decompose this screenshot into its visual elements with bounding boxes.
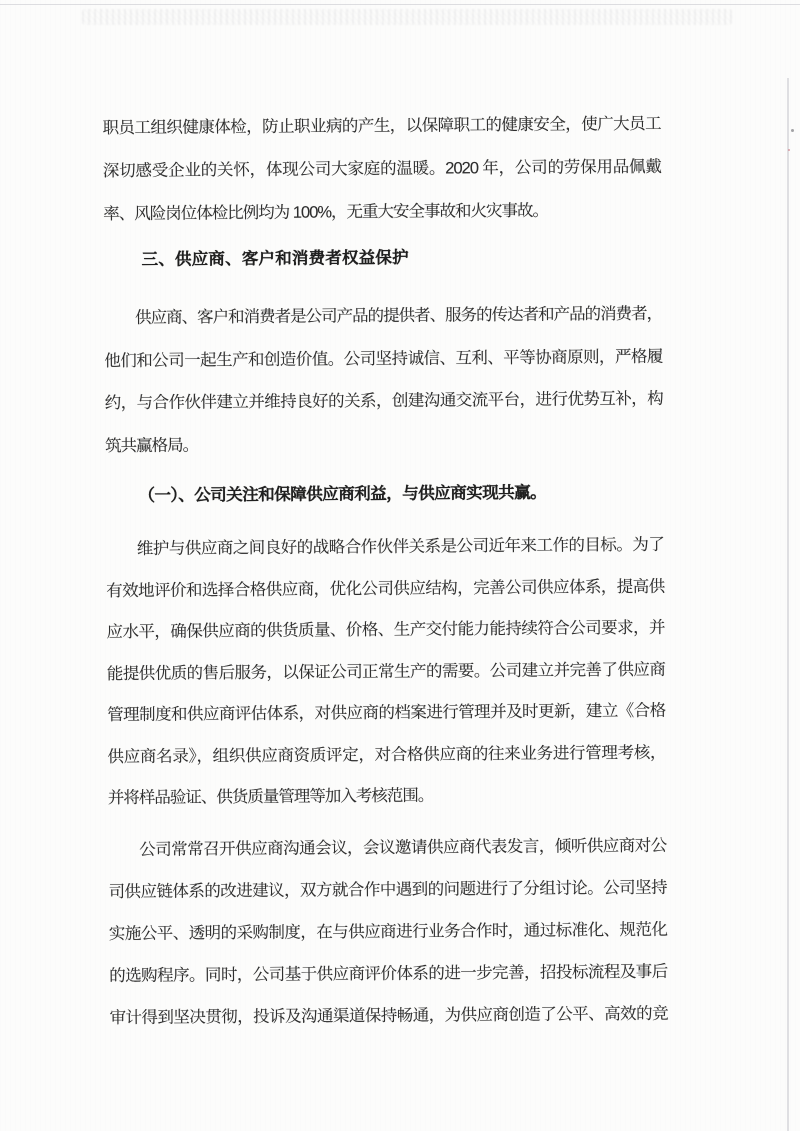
text-line: 公司常常召开供应商沟通会议，会议邀请供应商代表发言，倾听供应商对公	[139, 836, 667, 859]
text-line: 职员工组织健康体检，防止职业病的产生，以保障职工的健康安全，使广大员工	[102, 114, 661, 138]
subsection-heading-text: （一）、公司关注和保障供应商利益，与供应商实现共赢。	[138, 483, 547, 505]
paragraph-supplier-system	[106, 525, 666, 820]
text-line: 实施公平、透明的采购制度，在与供应商进行业务合作时，通过标准化、规范化	[108, 920, 667, 944]
text-line: 筑共赢格局。	[104, 435, 199, 455]
text-line: 司供应链体系的改进建议，双方就合作中遇到的问题进行了分组讨论。公司坚持	[108, 878, 667, 902]
section-heading-text: 三、供应商、客户和消费者权益保护	[141, 248, 409, 269]
text-line: 的选购程序。同时，公司基于供应商评价体系的进一步完善，招投标流程及事后	[109, 962, 668, 986]
scan-right-edge-line	[787, 78, 789, 1131]
scan-speck-dark	[791, 129, 794, 132]
subsection-heading	[105, 471, 663, 517]
document-content	[102, 0, 669, 1131]
text-line: 他们和公司一起生产和创造价值。公司坚持诚信、互利、平等协商原则，严格履	[104, 347, 663, 370]
text-line: 有效地评价和选择合格供应商，优化公司供应结构，完善公司供应体系，提高供	[106, 577, 665, 600]
text-line: 并将样品验证、供货质量管理等加入考核范围。	[107, 786, 434, 808]
paragraph-health-safety	[102, 103, 661, 236]
text-line: 审计得到坚决贯彻，投诉及沟通渠道保持畅通，为供应商创造了公平、高效的竞	[109, 1004, 668, 1028]
text-line: 深切感受企业的关怀，体现公司大家庭的温暖。2020 年，公司的劳保用品佩戴	[102, 157, 661, 181]
text-line: 供应商名录》，组织供应商资质评定，对合格供应商的往来业务进行管理考核，	[107, 743, 666, 766]
text-line: 约，与合作伙伴建立并维持良好的关系，创建沟通交流平台，进行优势互补，构	[104, 389, 663, 413]
section-heading	[103, 235, 661, 281]
text-line: 能提供优质的售后服务，以保证公司正常生产的需要。公司建立并完善了供应商	[106, 660, 665, 683]
paragraph-intro	[104, 293, 663, 467]
text-line: 维护与供应商之间良好的战略合作伙伴关系是公司近年来工作的目标。为了	[136, 535, 664, 558]
text-line: 应水平，确保供应商的供货质量、价格、生产交付能力能持续符合公司要求，并	[106, 618, 665, 642]
paragraph-supplier-communication	[108, 825, 668, 1039]
scan-speck-red	[788, 149, 790, 151]
text-line: 率、风险岗位体检比例均为 100%，无重大安全事故和火灾事故。	[103, 201, 549, 224]
text-line: 供应商、客户和消费者是公司产品的提供者、服务的传达者和产品的消费者，	[134, 304, 663, 327]
text-line: 管理制度和供应商评估体系，对供应商的档案进行管理并及时更新，建立《合格	[107, 701, 666, 725]
